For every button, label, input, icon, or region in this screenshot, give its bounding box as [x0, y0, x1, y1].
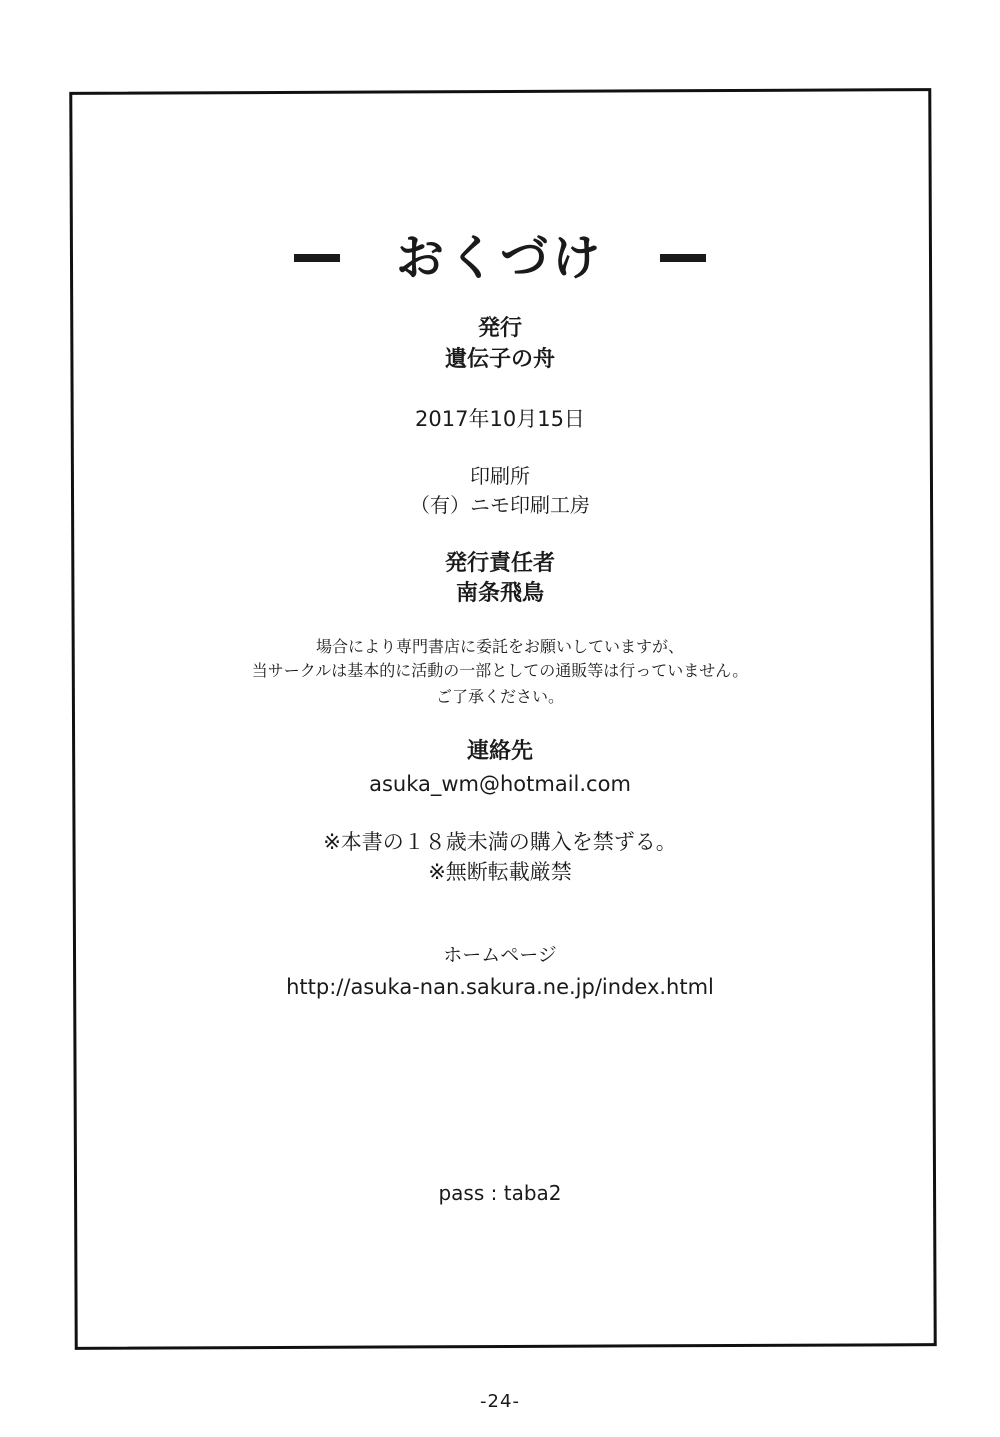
colophon-title-row — [0, 228, 1000, 288]
publisher-name: 遺伝子の舟 — [444, 347, 555, 372]
publisher-label: 発行 — [477, 316, 522, 341]
colophon-title: おくづけ — [395, 230, 604, 286]
pass-text: pass : taba2 — [438, 1181, 562, 1205]
notice-line-1: 場合により専門書店に委託をお願いしていますが、 — [315, 637, 684, 656]
responsible-label: 発行責任者 — [444, 551, 555, 576]
responsible-name: 南条飛鳥 — [455, 581, 544, 606]
publication-date: 2017年10月15日 — [415, 407, 585, 431]
contact-email: asuka_wm@hotmail.com — [369, 772, 631, 796]
notice-line-2: 当サークルは基本的に活動の一部としての通販等は行っていません。 — [251, 661, 749, 680]
homepage-url: http://asuka-nan.sakura.ne.jp/index.html — [286, 975, 714, 999]
age-warning: ※本書の１８歳未満の購入を禁ずる。 — [323, 830, 677, 854]
notice-line-3: ご了承ください。 — [435, 687, 564, 706]
homepage-label: ホームページ — [443, 944, 557, 966]
page-number: -24- — [480, 1391, 520, 1412]
printer-name: （有）ニモ印刷工房 — [410, 493, 590, 517]
copy-warning: ※無断転載厳禁 — [428, 860, 572, 884]
title-dash-left — [294, 254, 340, 262]
contact-label: 連絡先 — [466, 739, 533, 764]
printer-label: 印刷所 — [470, 464, 530, 488]
title-dash-right — [660, 254, 706, 262]
